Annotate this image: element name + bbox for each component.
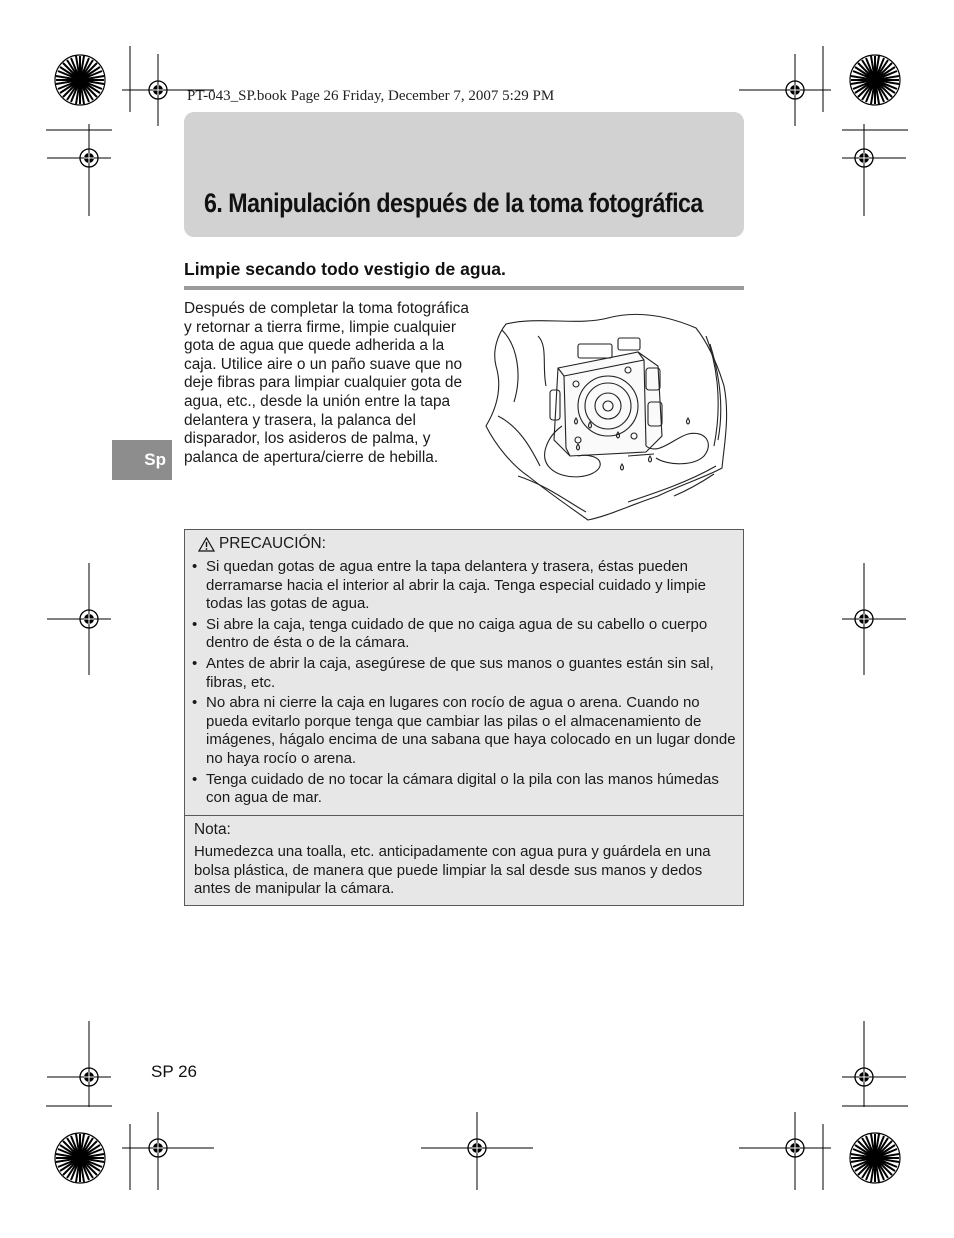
warning-icon — [198, 537, 215, 552]
caution-item: • Antes de abrir la caja, asegúrese de que sus manos o guantes están sin sal, fibras, etc. — [192, 655, 737, 692]
caution-item: • No abra ni cierre la caja en lugares con rocío de agua o arena. Cuando no pueda evitarlo porque tenga que cambiar las pilas o el almacenamiento de imágenes, hágalo encima de una sabana que haya colocado en un lugar donde no haya rocío o arena. — [192, 694, 737, 768]
note-divider — [185, 815, 743, 816]
caution-item: • Tenga cuidado de no tocar la cámara digital o la pila con las manos húmedas con agua de mar. — [192, 771, 737, 808]
caution-item: • Si abre la caja, tenga cuidado de que no caiga agua de su cabello o cuerpo dentro de ésta o de la cámara. — [192, 616, 737, 653]
language-tab-label: Sp — [144, 450, 166, 469]
section-body: Después de completar la toma fotográfica y retornar a tierra firme, limpie cualquier gota de agua que quede adherida a la caja. Utilice aire o un paño suave que no deje fibras para limpiar cualquier gota de agua, etc., desde la unión entre la tapa delantera y trasera, la palanca del disparador, los asideros de palma, y palanca de apertura/cierre de hebilla. — [184, 300, 469, 466]
caution-item: • Si quedan gotas de agua entre la tapa delantera y trasera, éstas pueden derramarse hacia el interior al abrir la caja. Tenga especial cuidado y limpie todas las gotas de agua. — [192, 558, 737, 614]
note-label: Nota: — [194, 821, 231, 838]
section-rule — [184, 286, 744, 290]
caution-list — [192, 558, 737, 810]
note-text: Humedezca una toalla, etc. anticipadamente con agua pura y guárdela en una bolsa plástica, de manera que puede limpiar la sal desde sus manos y dedos antes de manipular la cámara. — [194, 844, 711, 898]
caution-heading — [198, 535, 326, 553]
page-number: SP 26 — [151, 1062, 198, 1081]
language-tab — [112, 440, 172, 480]
camera-housing-illustration — [478, 306, 740, 524]
page-title: 6. Manipulación después de la toma fotográfica — [204, 188, 703, 218]
book-info-header: PT-043_SP.book Page 26 Friday, December 7, 2007 5:29 PM — [187, 88, 555, 104]
caution-heading-label: PRECAUCIÓN: — [219, 535, 326, 552]
section-heading: Limpie secando todo vestigio de agua. — [184, 259, 506, 279]
